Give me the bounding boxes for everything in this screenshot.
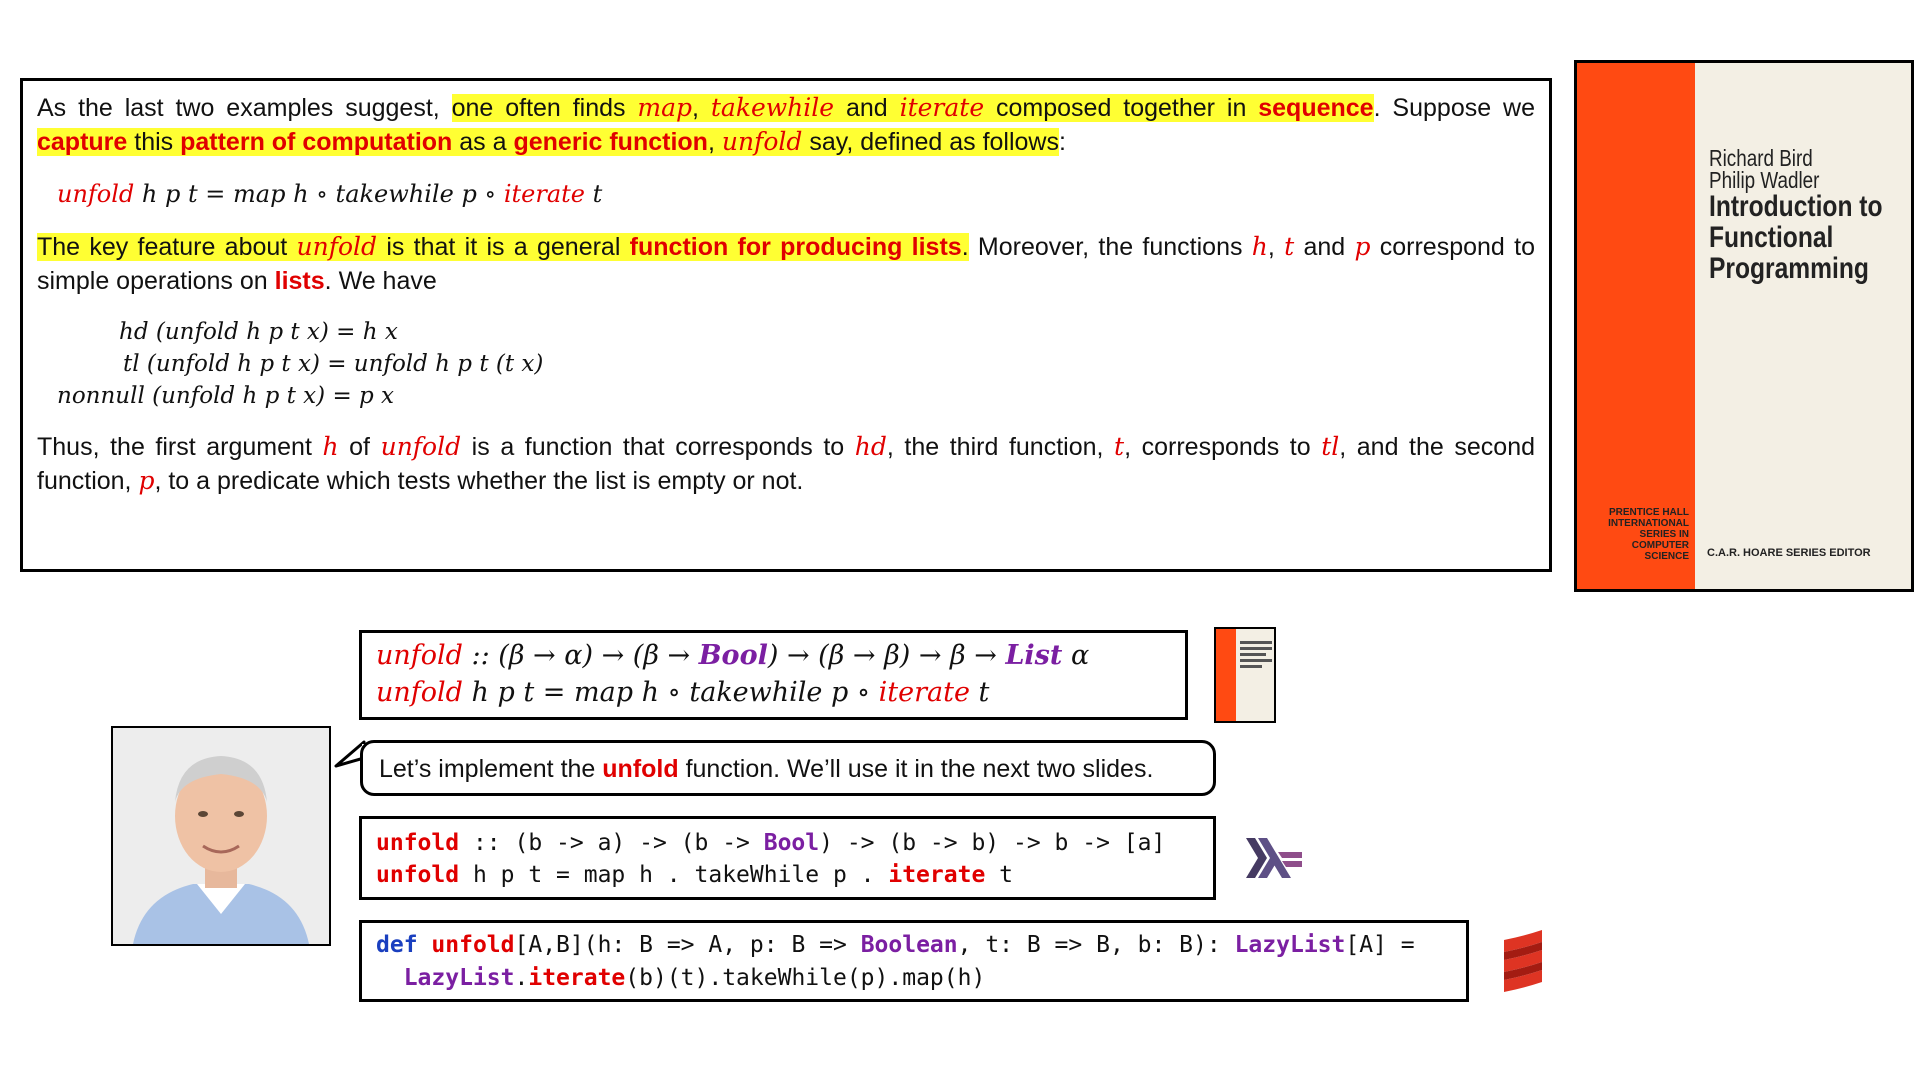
p1-text: and	[834, 94, 900, 122]
p-term: p	[138, 466, 155, 495]
p1-text: say, defined as follows	[802, 128, 1059, 156]
book-thumbnail-text	[1240, 641, 1272, 671]
h-term: h	[1251, 232, 1268, 261]
series-line: COMPUTER	[1631, 540, 1689, 551]
p-term: p	[1354, 232, 1371, 261]
definition-line	[376, 674, 1171, 711]
paragraph-3	[37, 430, 1535, 498]
unfold-term: unfold	[296, 232, 378, 261]
scala-boolean: Boolean	[860, 932, 958, 958]
book-thumbnail-spine	[1216, 629, 1236, 721]
sig-text: α	[1062, 640, 1090, 671]
t-term: t	[1284, 232, 1295, 261]
hs-unfold: unfold	[376, 862, 460, 888]
p2-text: ,	[1267, 233, 1285, 261]
scala-lazylist: LazyList	[1234, 932, 1346, 958]
def-iterate: iterate	[503, 180, 585, 208]
p3-text: , and the second function,	[37, 433, 1536, 495]
def-unfold: unfold	[57, 180, 135, 208]
sig-unfold: unfold	[376, 640, 463, 671]
p2-text: is that it is a general	[377, 233, 630, 261]
equation-nonnull: nonnull (unfold h p t x) = p x	[57, 383, 395, 409]
scala-code: [A,B](h: B => A, p: B =>	[514, 932, 861, 958]
p1-text: one often finds	[451, 94, 638, 122]
hs-code: h p t = map h . takeWhile p .	[459, 862, 889, 888]
p2-text: correspond to simple operations on	[37, 233, 1535, 295]
book-cover	[1574, 60, 1914, 592]
sequence-term: sequence	[1258, 94, 1374, 122]
p2-text: .	[961, 233, 969, 261]
series-line: INTERNATIONAL	[1608, 518, 1689, 529]
bubble-unfold: unfold	[602, 755, 679, 783]
scala-line-1	[376, 929, 1452, 962]
scala-code	[376, 965, 404, 991]
book-title	[1709, 191, 1883, 284]
type-signature-box	[359, 630, 1188, 720]
hs-code: t	[985, 862, 1013, 888]
haskell-line-1	[376, 827, 1199, 859]
p1-text: As the last two examples suggest,	[37, 94, 452, 122]
series-line: SCIENCE	[1644, 551, 1689, 562]
p1-highlight	[452, 94, 1374, 122]
p1-text: ,	[692, 94, 711, 122]
unfold-term: unfold	[380, 432, 462, 461]
presenter-photo	[111, 726, 331, 946]
takewhile-term: takewhile	[710, 93, 835, 122]
p3-text: , to a predicate which tests whether the list is empty or not.	[154, 467, 804, 495]
sig-text: :: (β → α) → (β →	[462, 640, 699, 671]
speech-bubble	[360, 740, 1216, 796]
p1-highlight	[37, 128, 1059, 156]
book-title-line: Programming	[1709, 252, 1869, 285]
p3-text: is a function that corresponds to	[461, 433, 855, 461]
paragraph-1	[37, 91, 1535, 159]
iterate-term: iterate	[899, 93, 985, 122]
p2-text: The key feature about	[37, 233, 297, 261]
book-series	[1585, 507, 1689, 562]
scala-code: [A] =	[1345, 932, 1415, 958]
book-author-2: Philip Wadler	[1709, 167, 1820, 193]
sig-unfold: unfold	[376, 677, 463, 708]
sig-list: List	[1005, 640, 1063, 671]
p2-highlight	[37, 233, 969, 261]
hd-term: hd	[854, 432, 887, 461]
scala-iterate: iterate	[528, 965, 626, 991]
scala-code: (b)(t).takeWhile(p).map(h)	[625, 965, 986, 991]
sig-text: ) → (β → β) → β →	[767, 640, 1006, 671]
unfold-term: unfold	[721, 127, 803, 156]
type-signature-line	[376, 637, 1171, 674]
book-author-1: Richard Bird	[1709, 145, 1813, 171]
haskell-line-2	[376, 859, 1199, 891]
hs-code: :: (b -> a) -> (b ->	[459, 830, 764, 856]
sig-text: h p t = map h ∘ takewhile p ∘	[462, 677, 879, 708]
sig-bool: Bool	[698, 640, 768, 671]
series-line: SERIES IN	[1639, 529, 1689, 540]
book-title-line: Introduction to	[1709, 190, 1883, 223]
p3-text: , the third function,	[886, 433, 1115, 461]
p1-text: as a	[452, 128, 514, 156]
tl-term: tl	[1321, 432, 1340, 461]
producing-lists-term: function for producing lists	[629, 233, 962, 261]
p3-text: Thus, the first argument	[37, 433, 323, 461]
t-term: t	[1114, 432, 1125, 461]
pattern-term: pattern of computation	[180, 128, 453, 156]
hs-bool: Bool	[763, 830, 820, 856]
p3-text: , corresponds to	[1124, 433, 1322, 461]
scala-logo-icon	[1502, 930, 1544, 992]
book-editor: C.A.R. HOARE SERIES EDITOR	[1707, 547, 1871, 559]
haskell-code-box	[359, 816, 1216, 900]
map-term: map	[637, 93, 693, 122]
scala-code: .	[514, 965, 529, 991]
equation-hd: hd (unfold h p t x) = h x	[119, 319, 398, 345]
p1-text: this	[127, 128, 181, 156]
capture-term: capture	[37, 128, 128, 156]
equation-tl: tl (unfold h p t x) = unfold h p t (t x)	[123, 351, 544, 377]
hs-iterate: iterate	[888, 862, 986, 888]
scala-lazylist: LazyList	[403, 965, 515, 991]
scala-def: def	[376, 932, 418, 958]
scala-code: , t: B => B, b: B):	[957, 932, 1235, 958]
bubble-text: function. We’ll use it in the next two slides.	[678, 755, 1154, 783]
scala-unfold: unfold	[431, 932, 515, 958]
haskell-logo-icon	[1246, 838, 1302, 878]
main-text-box	[20, 78, 1552, 572]
scala-line-2	[376, 962, 1452, 995]
p2-text: Moreover, the functions	[968, 233, 1252, 261]
p2-text: and	[1294, 233, 1355, 261]
scala-code	[418, 932, 432, 958]
p3-text: of	[338, 433, 381, 461]
sig-text: t	[969, 677, 990, 708]
scala-code-box	[359, 920, 1469, 1002]
series-line: PRENTICE HALL	[1609, 507, 1689, 518]
p2-text: . We have	[324, 267, 437, 295]
book-title-line: Functional	[1709, 221, 1834, 254]
hs-unfold: unfold	[376, 830, 460, 856]
unfold-definition	[57, 177, 1535, 212]
paragraph-2	[37, 230, 1535, 298]
equations-block	[57, 316, 577, 412]
p1-text: :	[1059, 128, 1066, 156]
hs-code: ) -> (b -> b) -> b -> [a]	[819, 830, 1166, 856]
h-term: h	[322, 432, 339, 461]
sig-iterate: iterate	[878, 677, 970, 708]
presenter-portrait	[113, 728, 329, 944]
bubble-text: Let’s implement the	[379, 755, 603, 783]
def-text: h p t = map h ∘ takewhile p ∘	[134, 180, 504, 208]
p1-text: ,	[707, 128, 722, 156]
lists-term: lists	[274, 267, 325, 295]
book-thumbnail	[1214, 627, 1276, 723]
p1-text: . Suppose we	[1373, 94, 1535, 122]
p1-text: composed together in	[984, 94, 1259, 122]
def-text: t	[584, 180, 603, 208]
generic-function-term: generic function	[513, 128, 708, 156]
